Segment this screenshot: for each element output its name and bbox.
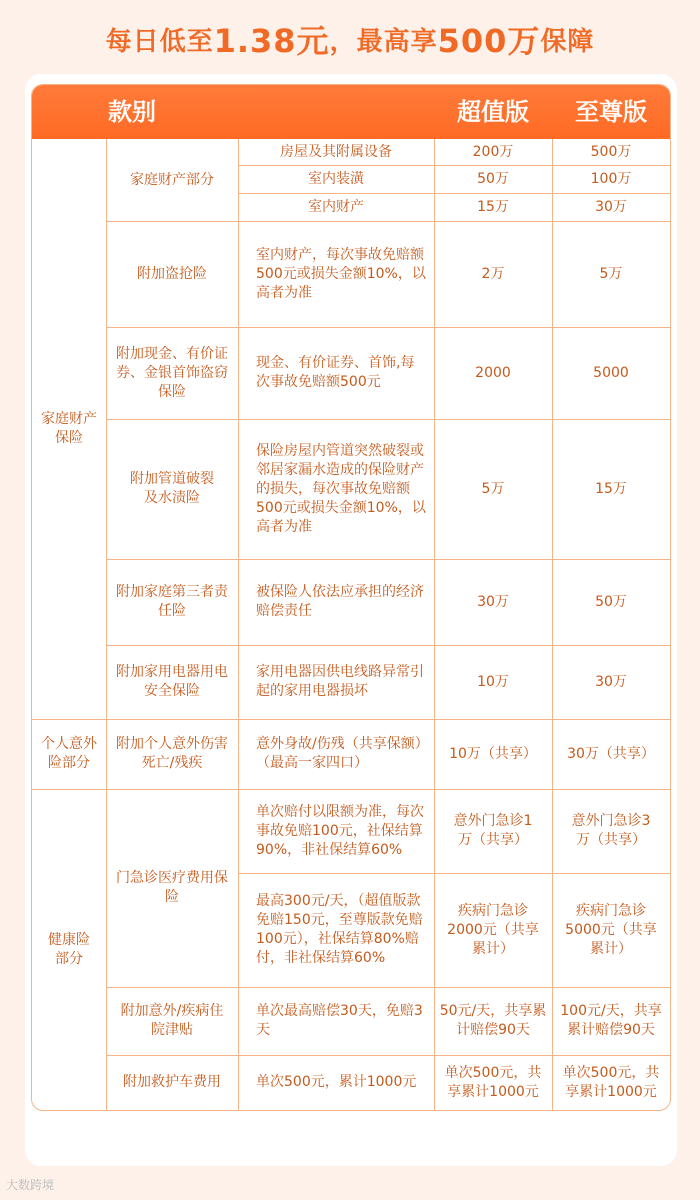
value-cell: 10万	[477, 673, 509, 690]
table-row: 室内装潢	[308, 170, 364, 187]
table-row: 保险房屋内管道突然破裂或邻居家漏水造成的保险财产的损失，每次事故免赔额500元或损失金额10%，以高者为准	[256, 442, 426, 535]
table-row: 室内财产，每次事故免赔额500元或损失金额10%，以高者为准	[256, 246, 426, 301]
item-hospital: 附加意外/疾病住院津贴	[120, 1003, 224, 1038]
table-row: 单次500元，累计1000元	[256, 1074, 417, 1090]
header-type: 款别	[108, 98, 156, 126]
premium-cell: 5000	[593, 364, 629, 381]
headline-part3: 保障	[540, 26, 595, 57]
premium-cell: 500万	[590, 143, 632, 160]
premium-cell: 5万	[599, 265, 623, 282]
value-cell: 5万	[481, 480, 505, 497]
premium-cell: 30万	[595, 198, 627, 215]
table-row: 意外身故/伤残（共享保额）（最高一家四口）	[256, 736, 422, 771]
headline-price: 1.38元	[213, 22, 330, 60]
premium-cell: 15万	[595, 480, 627, 497]
value-cell: 2万	[481, 265, 505, 282]
value-cell: 意外门急诊1万（共享）	[453, 813, 533, 848]
table-row: 房屋及其附属设备	[280, 143, 392, 160]
headline-part2: ，最高享	[329, 26, 438, 57]
table-row: 最高300元/天，（超值版款免赔150元，至尊版款免赔100元），社保结算80%赔付，非社保结算60%	[256, 893, 423, 966]
item-home-property: 家庭财产部分	[130, 171, 214, 188]
item-third-party: 附加家庭第三者责任险	[116, 584, 228, 619]
premium-cell: 30万（共享）	[567, 745, 655, 762]
value-cell: 15万	[477, 198, 509, 215]
headline-part1: 每日低至	[105, 26, 214, 57]
item-theft: 附加盗抢险	[137, 265, 207, 282]
header-premium-plan: 至尊版	[575, 98, 647, 126]
headline-amount: 500万	[437, 22, 541, 60]
table-row: 室内财产	[308, 198, 364, 215]
item-outpatient: 门急诊医疗费用保险	[116, 870, 228, 905]
value-cell: 单次500元，共享累计1000元	[444, 1064, 542, 1100]
value-cell: 50元/天，共享累计赔偿90天	[439, 1003, 547, 1038]
premium-cell: 30万	[595, 673, 627, 690]
value-cell: 30万	[477, 593, 509, 610]
item-accident-death: 附加个人意外伤害死亡/残疾	[116, 736, 228, 771]
group-accident: 个人意外险部分	[41, 736, 97, 771]
premium-cell: 50万	[595, 593, 627, 610]
header-value-plan: 超值版	[457, 98, 529, 126]
watermark-text: 大数跨境	[6, 1178, 55, 1192]
item-cash: 附加现金、有价证券、金银首饰盗窃保险	[116, 345, 228, 400]
table-row: 家用电器因供电线路异常引起的家用电器损坏	[256, 664, 424, 699]
item-pipe: 附加管道破裂及水渍险	[130, 471, 214, 506]
value-cell: 50万	[477, 170, 509, 187]
value-cell: 10万（共享）	[449, 745, 537, 762]
premium-cell: 意外门急诊3万（共享）	[571, 813, 651, 848]
item-ambulance: 附加救护车费用	[123, 1074, 221, 1090]
table-row: 被保险人依法应承担的经济赔偿责任	[256, 584, 424, 619]
value-cell: 2000	[475, 364, 511, 381]
item-electric: 附加家用电器用电安全保险	[116, 664, 228, 699]
coverage-table	[31, 84, 671, 1111]
table-header	[32, 85, 670, 139]
premium-cell: 单次500元，共享累计1000元	[562, 1064, 660, 1100]
group-property: 家庭财产保险	[41, 411, 97, 446]
table-row: 现金、有价证券、首饰,每次事故免赔额500元	[256, 355, 415, 390]
premium-cell: 100元/天，共享累计赔偿90天	[560, 1003, 662, 1038]
premium-cell: 疾病门急诊5000元（共享累计）	[565, 902, 657, 957]
table-row: 单次最高赔偿30天，免赔3天	[256, 1003, 423, 1038]
page-headline	[0, 0, 700, 78]
group-health: 健康险部分	[48, 931, 90, 967]
value-cell: 200万	[472, 143, 514, 160]
premium-cell: 100万	[590, 170, 632, 187]
value-cell: 疾病门急诊2000元（共享累计）	[447, 902, 539, 957]
table-row: 单次赔付以限额为准，每次事故免赔100元，社保结算90%，非社保结算60%	[256, 803, 424, 858]
